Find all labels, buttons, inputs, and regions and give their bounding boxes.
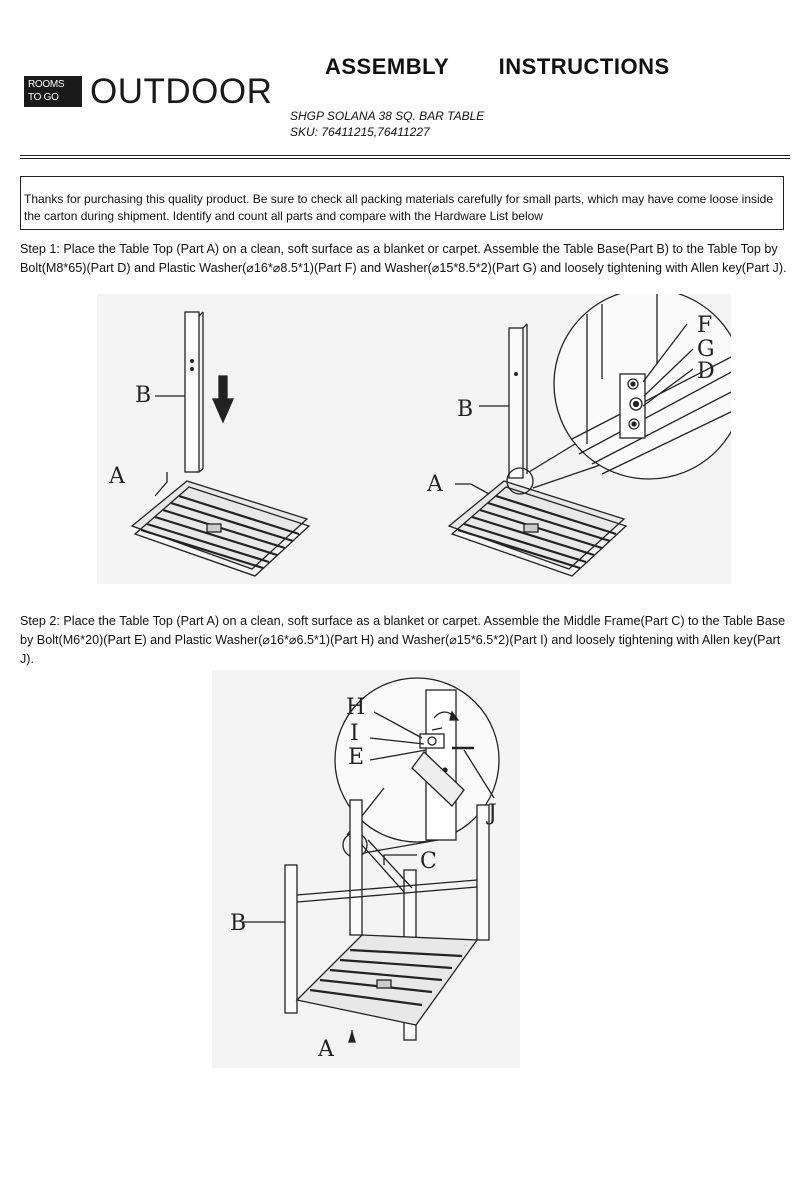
- product-sku: SKU: 76411215,76411227: [290, 125, 430, 139]
- step-1-illustration: [97, 294, 731, 584]
- page-title: ASSEMBLY INSTRUCTIONS: [325, 54, 670, 79]
- part-label-b-left: B: [135, 383, 152, 408]
- logo-wordmark: OUTDOOR: [90, 72, 273, 111]
- step-1-text: Step 1: Place the Table Top (Part A) on a clean, soft surface as a blanket or carpet. Assemble the Table Base(Part B) to the Table Top by Bolt(M8*65)(Part D) and Plastic Washer(⌀16*⌀8.5*1)(Part F) and Washer(⌀15*8.5*2)(Part G) and loosely tightening with Allen key(Part J).: [20, 242, 787, 275]
- down-arrow-icon: [213, 376, 233, 422]
- step-2-illustration: [212, 670, 520, 1068]
- brand-logo: [24, 76, 82, 107]
- table-top-left: [132, 481, 309, 576]
- part-label-g: G: [697, 337, 715, 362]
- product-name: SHGP SOLANA 38 SQ. BAR TABLE: [290, 109, 485, 123]
- logo-line-2: TO GO: [28, 92, 59, 103]
- part-label-j: J: [488, 801, 497, 826]
- part-label-b: B: [230, 911, 247, 936]
- header-divider-top: [20, 155, 790, 156]
- table-leg-right: [509, 324, 527, 478]
- part-label-c: C: [420, 849, 437, 874]
- part-label-a: A: [318, 1037, 334, 1062]
- part-label-h: H: [346, 695, 366, 720]
- table-leg-left: [185, 312, 203, 472]
- part-label-f: F: [697, 313, 713, 338]
- part-label-a-left: A: [109, 464, 125, 489]
- logo-line-1: ROOMS: [28, 79, 65, 90]
- step-2-text: Step 2: Place the Table Top (Part A) on a clean, soft surface as a blanket or carpet. Assemble the Middle Frame(Part C) to the Table Base by Bolt(M6*20)(Part E) and Plastic Washer(⌀16*⌀6.5*1)(Part H) and Washer(⌀15*6.5*2)(Part I) and loosely tightening with Allen key(Part J).: [20, 614, 786, 666]
- notice-box: [20, 176, 784, 230]
- notice-text: Thanks for purchasing this quality product. Be sure to check all packing materials carefully for small parts, which may have come loose inside the carton during shipment. Identify and count all parts and compare with the Hardware List below: [24, 192, 774, 223]
- part-label-a-right: A: [427, 472, 443, 497]
- part-label-i: I: [350, 721, 359, 746]
- part-label-b-right: B: [457, 397, 474, 422]
- part-label-e: E: [348, 745, 365, 770]
- part-label-d: D: [697, 359, 715, 384]
- table-top-right: [449, 481, 626, 576]
- header-divider-bottom: [20, 158, 790, 159]
